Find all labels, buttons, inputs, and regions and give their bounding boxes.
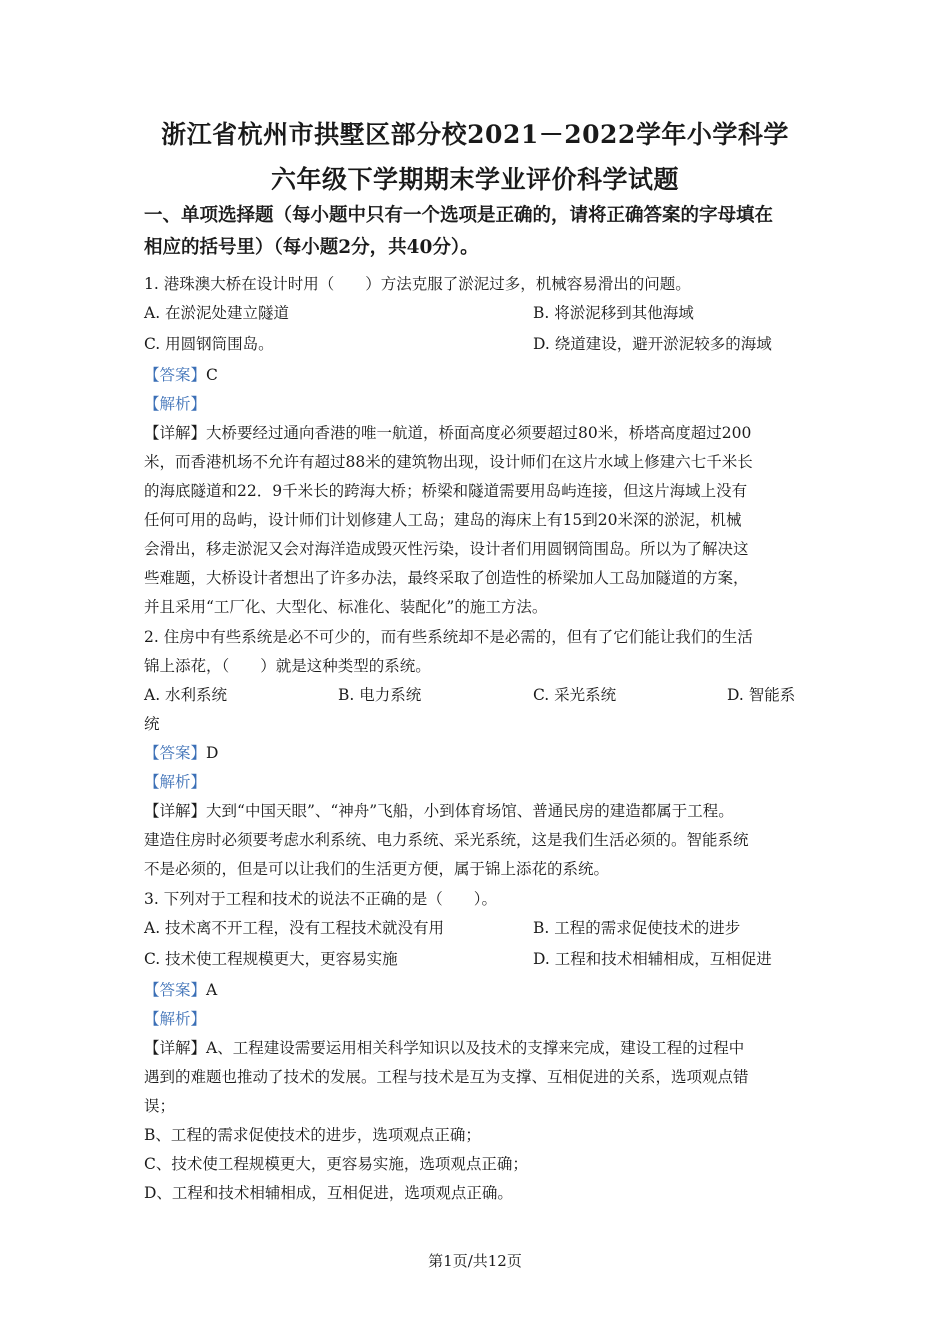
- question-3: [144, 885, 804, 1208]
- analysis-label: 【解析】: [144, 773, 207, 791]
- detail-line: 会滑出，移走淤泥又会对海洋造成毁灭性污染，设计者们用圆钢筒围岛。所以为了解决这: [144, 540, 749, 558]
- answer-label: 【答案】: [144, 744, 207, 762]
- analysis-label: 【解析】: [144, 1010, 207, 1028]
- option-c: C. 采光系统: [533, 686, 617, 704]
- question-2: [144, 623, 804, 884]
- detail-line: C、技术使工程规模更大，更容易实施，选项观点正确；: [144, 1155, 528, 1173]
- detail-label: 【详解】: [144, 424, 207, 442]
- answer-line: [144, 976, 804, 1005]
- analysis-line: [144, 390, 804, 419]
- answer-label: 【答案】: [144, 366, 207, 384]
- option-c: C. 用圆钢筒围岛。: [144, 335, 274, 353]
- answer-label: 【答案】: [144, 981, 207, 999]
- detail-line: 【详解】大桥要经过通向香港的唯一航道，桥面高度必须要超过80米，桥塔高度超过200: [144, 424, 752, 442]
- detail-line: B、工程的需求促使技术的进步，选项观点正确；: [144, 1126, 481, 1144]
- answer-value: C: [206, 366, 218, 384]
- section-heading-line2: 相应的括号里）（每小题2分，共40分）。: [144, 237, 479, 258]
- option-d: D. 绕道建设，避开淤泥较多的海域: [533, 335, 772, 353]
- detail-line: 米，而香港机场不允许有超过88米的建筑物出现，设计师们在这片水域上修建六七千米长: [144, 453, 753, 471]
- detail-line: 【详解】大到“中国天眼”、“神舟”飞船，小到体育场馆、普通民房的建造都属于工程。: [144, 802, 734, 820]
- page-title-line1: 浙江省杭州市拱墅区部分校2021－2022学年小学科学: [161, 120, 789, 149]
- detail-label: 【详解】: [144, 802, 207, 820]
- section-heading: [144, 200, 824, 264]
- detail-line: 任何可用的岛屿，设计师们计划修建人工岛；建岛的海床上有15到20米深的淤泥，机械: [144, 511, 742, 529]
- options-row: [144, 299, 804, 330]
- detail-line: 不是必须的，但是可以让我们的生活更方便，属于锦上添花的系统。: [144, 860, 610, 878]
- analysis-label: 【解析】: [144, 395, 207, 413]
- detail-line: 遇到的难题也推动了技术的发展。工程与技术是互为支撑、互相促进的关系，选项观点错: [144, 1068, 749, 1086]
- option-a: A. 技术离不开工程，没有工程技术就没有用: [144, 919, 445, 937]
- section-heading-line1: 一、单项选择题（每小题中只有一个选项是正确的，请将正确答案的字母填在: [144, 205, 774, 226]
- options-row: [144, 914, 804, 945]
- detail-line: 【详解】A、工程建设需要运用相关科学知识以及技术的支撑来完成，建设工程的过程中: [144, 1039, 745, 1057]
- question-stem: 锦上添花，（ ）就是这种类型的系统。: [144, 657, 431, 675]
- detail-line: D、工程和技术相辅相成，互相促进，选项观点正确。: [144, 1184, 513, 1202]
- options-row: [144, 681, 804, 710]
- analysis-line: [144, 768, 804, 797]
- option-a: A. 水利系统: [144, 686, 228, 704]
- question-stem: 2. 住房中有些系统是必不可少的，而有些系统却不是必需的，但有了它们能让我们的生活: [144, 628, 753, 646]
- question-stem: 1. 港珠澳大桥在设计时用（ ）方法克服了淤泥过多，机械容易滑出的问题。: [144, 275, 691, 293]
- option-d-wrap: 统: [144, 715, 160, 733]
- detail-line: 的海底隧道和22．9千米长的跨海大桥；桥梁和隧道需要用岛屿连接，但这片海域上没有: [144, 482, 748, 500]
- detail-line: 误；: [144, 1097, 176, 1115]
- question-stem: 3. 下列对于工程和技术的说法不正确的是（ ）。: [144, 890, 497, 908]
- answer-line: [144, 739, 804, 768]
- options-row: [144, 945, 804, 976]
- detail-line: 建造住房时必须要考虑水利系统、电力系统、采光系统，这是我们生活必须的。智能系统: [144, 831, 749, 849]
- option-d: D. 智能系: [727, 686, 796, 704]
- detail-line: 些难题，大桥设计者想出了许多办法，最终采取了创造性的桥梁加人工岛加隧道的方案，: [144, 569, 749, 587]
- detail-line: 并且采用“工厂化、大型化、标准化、装配化”的施工方法。: [144, 598, 548, 616]
- answer-value: A: [206, 981, 218, 999]
- analysis-line: [144, 1005, 804, 1034]
- option-c: C. 技术使工程规模更大，更容易实施: [144, 950, 398, 968]
- answer-value: D: [206, 744, 219, 762]
- option-b: B. 工程的需求促使技术的进步: [533, 919, 741, 937]
- page-title-line2: 六年级下学期期末学业评价科学试题: [270, 165, 679, 194]
- option-b: B. 将淤泥移到其他海域: [533, 304, 694, 322]
- options-row: [144, 330, 804, 361]
- page-footer: 第1页/共12页: [428, 1252, 522, 1270]
- question-1: [144, 270, 804, 622]
- option-b: B. 电力系统: [338, 686, 422, 704]
- option-d: D. 工程和技术相辅相成，互相促进: [533, 950, 772, 968]
- option-a: A. 在淤泥处建立隧道: [144, 304, 290, 322]
- detail-label: 【详解】: [144, 1039, 207, 1057]
- answer-line: [144, 361, 804, 390]
